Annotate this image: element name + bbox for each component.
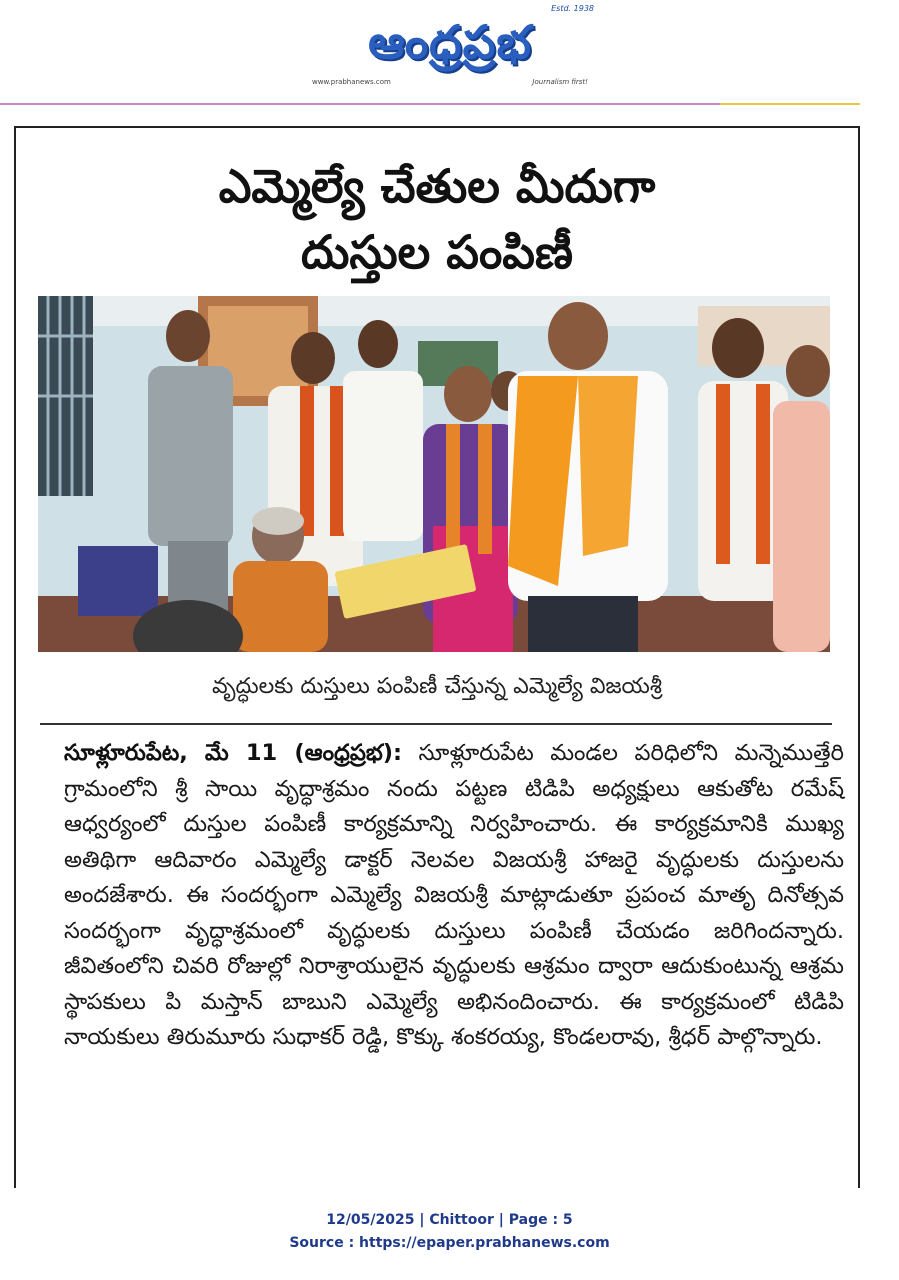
source-link[interactable]: Source : https://epaper.prabhanews.com <box>289 1235 610 1251</box>
established-label: Estd. 1938 <box>551 4 594 13</box>
photo-caption: వృద్ధులకు దుస్తులు పంపిణీ చేస్తున్న ఎమ్మెల్యే విజయశ్రీ <box>212 674 662 699</box>
edition-info: 12/05/2025 | Chittoor | Page : 5 <box>326 1212 573 1228</box>
masthead <box>300 4 600 90</box>
tagline-label: Journalism first! <box>532 78 588 86</box>
article-body <box>64 736 844 1056</box>
headline-line-1: ఎమ్మెల్యే చేతుల మీదుగా <box>218 159 656 213</box>
article-text: సూళ్లూరుపేట మండల పరిధిలోని మన్నెముత్తేరి గ్రామంలోని శ్రీ సాయి వృద్ధాశ్రమం నందు పట్టణ టిడిపి అధ్యక్షులు ఆకుతోట రమేష్ ఆధ్వర్యంలో దుస్తుల పంపిణీ కార్యక్రమాన్ని నిర్వహించారు. ఈ కార్యక్రమానికి ముఖ్య అతిథిగా ఆదివారం ఎమ్మెల్యే డాక్టర్ నెలవల విజయశ్రీ హాజరై వృద్ధులకు దుస్తులను అందజేశారు. ఈ సందర్భంగా ఎమ్మెల్యే విజయశ్రీ మాట్లాడుతూ ప్రపంచ మాతృ దినోత్సవ సందర్భంగా వృద్ధాశ్రమంలో వృద్ధులకు దుస్తులు పంపిణీ చేయడం జరిగిందన్నారు. జీవితంలోని చివరి రోజుల్లో నిరాశ్రాయులైన వృద్ధులకు ఆశ్రమం ద్వారా ఆదుకుంటున్న ఆశ్రమ స్థాపకులు పి మస్తాన్ బాబుని ఎమ్మెల్యే అభినందించారు. ఈ కార్యక్రమంలో టిడిపి నాయకులు తిరుమూరు సుధాకర్ రెడ్డి, కొక్కు శంకరయ్య, కొండలరావు, శ్రీధర్ పాల్గొన్నారు. <box>64 740 844 1050</box>
article-frame <box>14 126 860 1188</box>
photo-illustration <box>38 296 830 652</box>
caption-divider <box>40 723 832 725</box>
website-label: www.prabhanews.com <box>312 78 391 86</box>
header-divider <box>0 103 720 105</box>
article-dateline: సూళ్లూరుపేట, మే 11 (ఆంధ్రప్రభ): <box>64 740 403 766</box>
newspaper-logo: ఆంధ్రప్రభ <box>368 15 532 69</box>
headline-line-2: దుస్తుల పంపిణీ <box>301 225 573 279</box>
header-divider-accent <box>720 103 860 105</box>
article-photo <box>38 296 830 652</box>
